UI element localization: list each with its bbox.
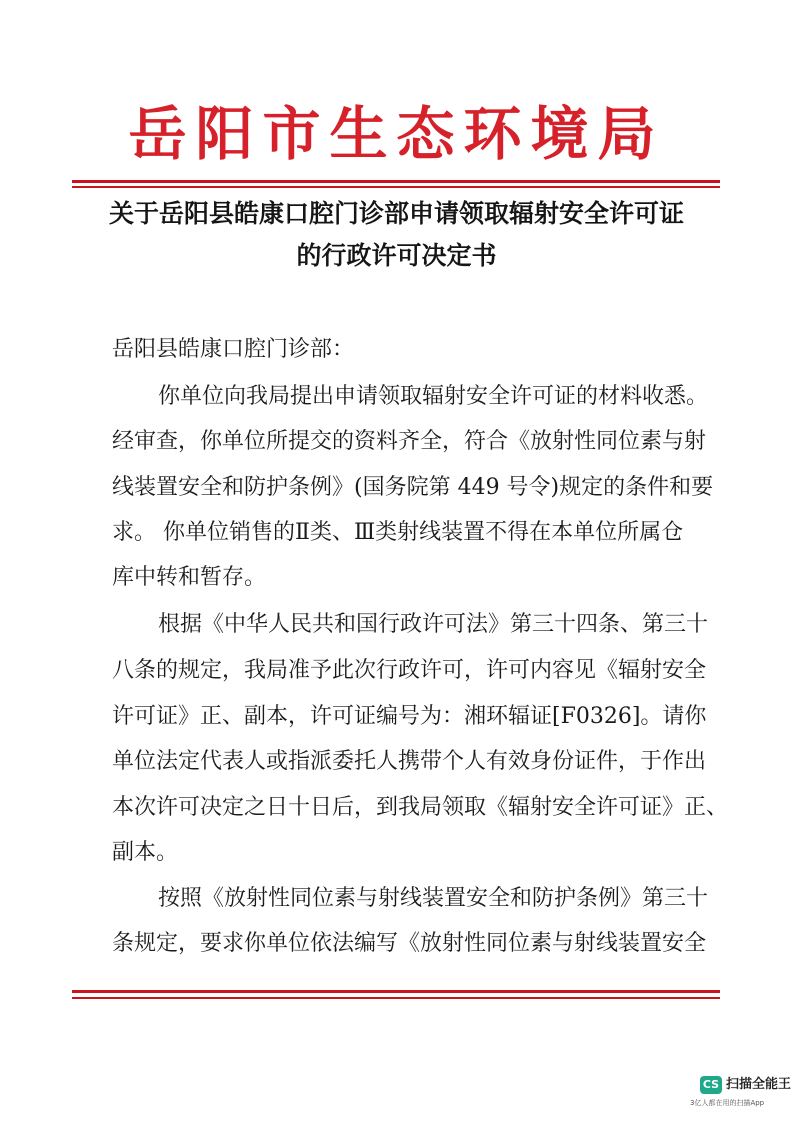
body-line: 本次许可决定之日十日后，到我局领取《辐射安全许可证》正、 <box>112 795 729 820</box>
bottom-red-rule-thick <box>72 990 720 993</box>
addressee: 岳阳县皓康口腔门诊部： <box>112 337 355 362</box>
top-red-rule-thick <box>72 180 720 183</box>
body-line: 线装置安全和防护条例》(国务院第 449 号令)规定的条件和要 <box>112 475 714 500</box>
document-title-line-1: 关于岳阳县皓康口腔门诊部申请领取辐射安全许可证 <box>108 199 684 228</box>
body-line: 按照《放射性同位素与射线装置安全和防护条例》第三十 <box>158 886 709 911</box>
body-line: 求。 你单位销售的Ⅱ类、Ⅲ类射线装置不得在本单位所属仓 <box>112 520 684 545</box>
body-line: 根据《中华人民共和国行政许可法》第三十四条、第三十 <box>158 612 709 637</box>
watermark-app-name: 扫描全能王 <box>726 1077 792 1092</box>
body-line: 你单位向我局提出申请领取辐射安全许可证的材料收悉。 <box>158 384 709 409</box>
body-line: 副本。 <box>112 840 179 865</box>
top-red-rule-thin <box>72 186 720 188</box>
document-title-line-2: 的行政许可决定书 <box>296 241 497 270</box>
body-line: 条规定，要求你单位依法编写《放射性同位素与射线装置安全 <box>112 931 707 956</box>
bottom-red-rule-thin <box>72 997 720 999</box>
body-line: 库中转和暂存。 <box>112 565 267 590</box>
body-line: 经审查，你单位所提交的资料齐全，符合《放射性同位素与射 <box>112 429 707 454</box>
body-line: 单位法定代表人或指派委托人携带个人有效身份证件，于作出 <box>112 749 707 774</box>
body-line: 许可证》正、副本，许可证编号为：湘环辐证[F0326]。请你 <box>112 704 707 729</box>
watermark-tagline: 3亿人都在用的扫描App <box>690 1099 765 1107</box>
camscanner-logo-icon: CS <box>700 1076 722 1094</box>
body-line: 八条的规定，我局准予此次行政许可，许可内容见《辐射安全 <box>112 658 707 683</box>
letterhead-title: 岳阳市生态环境局 <box>128 100 665 168</box>
